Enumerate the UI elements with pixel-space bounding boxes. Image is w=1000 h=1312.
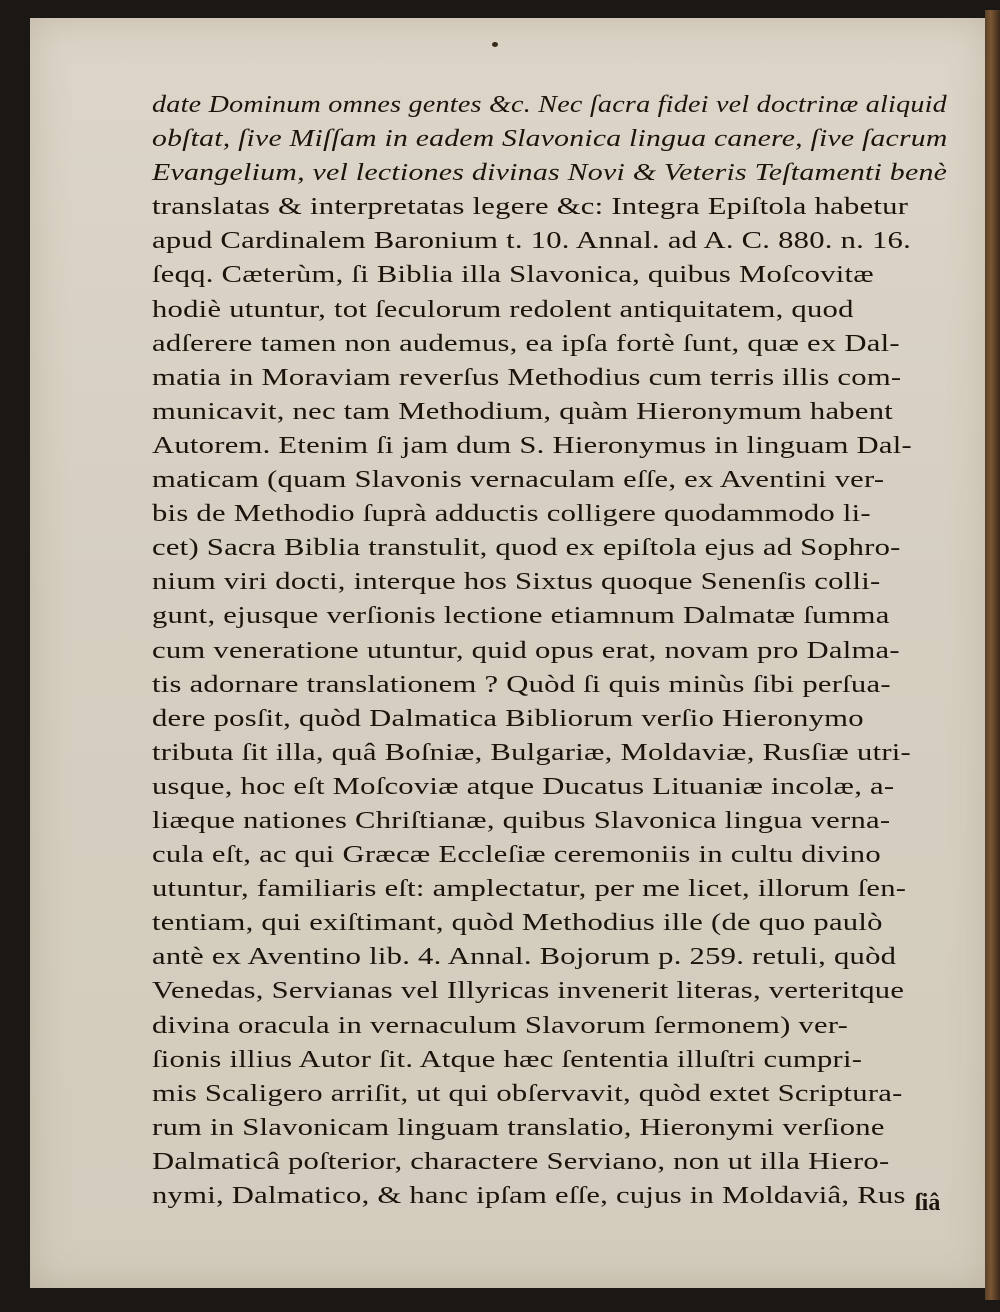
text-line: ſeqq. Cæterùm, ſi Biblia illa Slavonica, quibus Moſcovitæ (152, 261, 874, 289)
text-line: cet) Sacra Biblia transtulit, quod ex epiſtola ejus ad Sophro- (152, 534, 901, 562)
text-line: date Dominum omnes gentes &c. Nec ſacra fidei vel doctrinæ aliquid (152, 91, 947, 118)
catchword: ſiâ (915, 1190, 941, 1216)
text-line: divina oracula in vernaculum Slavorum ſermonem) ver- (152, 1011, 849, 1039)
text-line: tentiam, qui exiſtimant, quòd Methodius ille (de quo paulò (152, 909, 883, 937)
text-line: ſionis illius Autor ſit. Atque hæc ſententia illuſtri cumpri- (152, 1045, 863, 1073)
text-line: dere posſit, quòd Dalmatica Bibliorum verſio Hieronymo (152, 704, 864, 732)
text-line: tributa ſit illa, quâ Boſniæ, Bulgariæ, Moldaviæ, Rusſiæ utri- (152, 738, 912, 766)
text-line: liæque nationes Chriſtianæ, quibus Slavonica lingua verna- (152, 806, 891, 834)
text-line: maticam (quam Slavonis vernaculam eſſe, ex Aventini ver- (152, 466, 885, 494)
text-line: rum in Slavonicam linguam translatio, Hieronymi verſione (152, 1113, 885, 1141)
text-line: matia in Moraviam reverſus Methodius cum terris illis com- (152, 363, 902, 391)
text-line: nymi, Dalmatico, & hanc ipſam eſſe, cujus in Moldaviâ, Rus (152, 1182, 906, 1209)
text-line: gunt, ejusque verſionis lectione etiamnum Dalmatæ ſumma (152, 602, 890, 630)
text-line: usque, hoc eſt Moſcoviæ atque Ducatus Lituaniæ incolæ, a- (152, 772, 895, 800)
page-text (152, 88, 952, 1213)
text-line: antè ex Aventino lib. 4. Annal. Bojorum p. 259. retuli, quòd (152, 943, 897, 971)
text-line: bis de Methodio ſuprà adductis colligere quodammodo li- (152, 500, 871, 528)
text-line: cum veneratione utuntur, quid opus erat, novam pro Dalma- (152, 636, 900, 664)
text-line: Autorem. Etenim ſi jam dum S. Hieronymus in linguam Dal- (152, 431, 912, 459)
text-line: municavit, nec tam Methodium, quàm Hieronymum habent (152, 397, 894, 425)
ink-spot (492, 42, 498, 47)
text-line: Dalmaticâ poſterior, charactere Serviano, non ut illa Hiero- (152, 1147, 890, 1175)
text-line: Evangelium, vel lectiones divinas Novi & Veteris Teſtamenti benè (152, 159, 948, 187)
text-line: Venedas, Servianas vel Illyricas invenerit literas, verteritque (152, 977, 905, 1005)
text-line: adſerere tamen non audemus, ea ipſa fortè ſunt, quæ ex Dal- (152, 329, 900, 357)
text-line: apud Cardinalem Baronium t. 10. Annal. ad A. C. 880. n. 16. (152, 227, 912, 255)
text-line: hodiè utuntur, tot ſeculorum redolent antiquitatem, quod (152, 295, 854, 323)
text-line: nium viri docti, interque hos Sixtus quoque Senenſis colli- (152, 568, 881, 596)
text-line: translatas & interpretatas legere &c: Integra Epiſtola habetur (152, 193, 909, 221)
text-line: mis Scaligero arriſit, ut qui obſervavit, quòd extet Scriptura- (152, 1079, 903, 1107)
text-line: utuntur, familiaris eſt: amplectatur, per me licet, illorum ſen- (152, 875, 907, 903)
text-line: cula eſt, ac qui Græcæ Eccleſiæ ceremoniis in cultu divino (152, 841, 881, 869)
text-line: tis adornare translationem ? Quòd ſi quis minùs ſibi perſua- (152, 670, 891, 698)
text-line: obſtat, ſive Miſſam in eadem Slavonica lingua canere, ſive ſacrum (152, 125, 948, 153)
